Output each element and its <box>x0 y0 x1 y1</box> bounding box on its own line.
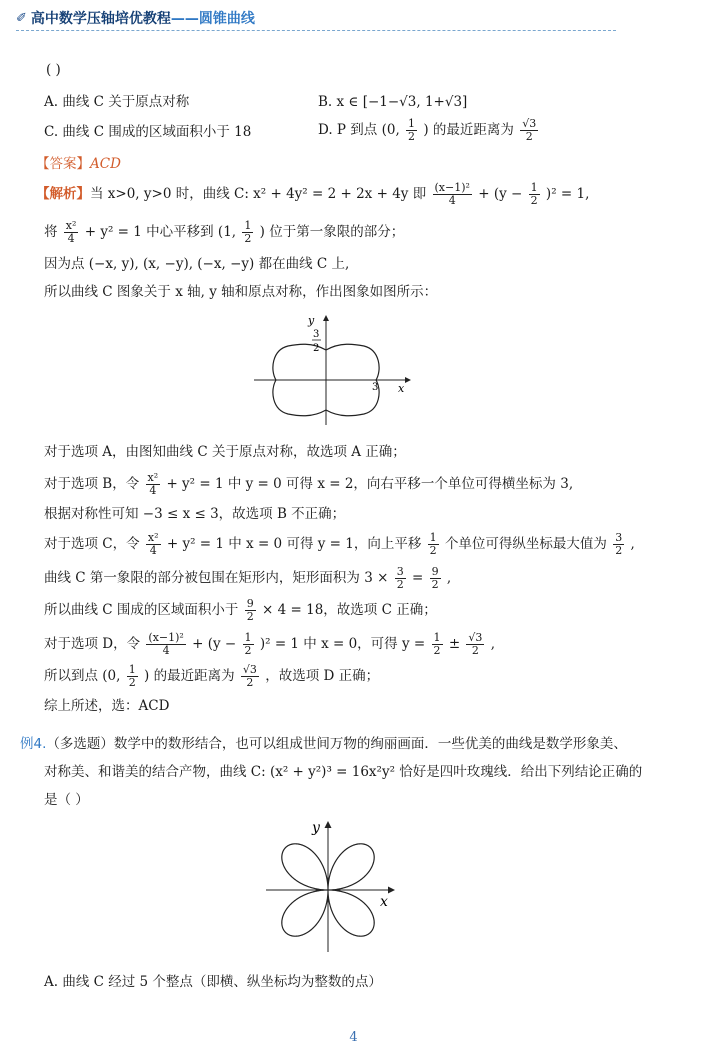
solution-line-10: 所以曲线 C 围成的区域面积小于 $\frac{9}{2}$ × 4 = 18，故选项 C 正确； <box>44 597 437 623</box>
book-pen-icon: ✐ <box>16 10 27 26</box>
solution-line-2: 将 $\frac{\text{x²}}{4}$ + y² = 1 中心平移到 (1, $\frac{1}{2}$ ) 位于第一象限的部分； <box>44 219 405 245</box>
y-label: y <box>312 820 320 836</box>
page-number: 4 <box>349 1030 358 1045</box>
solution-line-8: 对于选项 C，令 $\frac{\text{x²}}{4}$ + y² = 1 中 x = 0 可得 y = 1，向上平移 $\frac{1}{2}$ 个单位可得纵坐标最大值为 $\frac{3}{2}$ , <box>44 531 635 557</box>
solution-line-11: 对于选项 D，令 $\frac{\text{(x−1)²}}{4}$ + (y − $\frac{1}{2}$ )² = 1 中 x = 0，可得 y = $\frac{1}{2}$ ± $\frac{√3}{2}$ , <box>44 631 496 657</box>
option-d: D. P 到点 (0, $\frac{1}{2}$ ) 的最近距离为 $\frac{√3}{2}$ <box>318 117 537 143</box>
solution-line-13: 综上所述，选：ACD <box>44 698 170 714</box>
solution-line-7: 根据对称性可知 −3 ≤ x ≤ 3，故选项 B 不正确； <box>44 506 346 522</box>
option-c: C. 曲线 C 围成的区域面积小于 18 <box>44 124 252 140</box>
y-label: y <box>308 314 315 327</box>
fraction-sqrt3-over-2: $\frac{√3}{2}$ <box>522 117 537 143</box>
option-b: B. x ∈ [−1−√3, 1+√3] <box>318 94 468 110</box>
solution-line-12: 所以到点 (0, $\frac{1}{2}$ ) 的最近距离为 $\frac{√3}{2}$ ，故选项 D 正确； <box>44 663 380 689</box>
question-parens: ( ) <box>46 62 61 78</box>
example4-line-3: 是（ ） <box>44 792 89 808</box>
solution-line-9: 曲线 C 第一象限的部分被包围在矩形内，矩形面积为 3 × $\frac{3}{2}$ = $\frac{9}{2}$ , <box>44 565 452 591</box>
option-a: A. 曲线 C 关于原点对称 <box>44 94 190 110</box>
book-title: 高中数学压轴培优教程 <box>30 11 171 27</box>
solution-line-3: 因为点 (−x, y), (x, −y), (−x, −y) 都在曲线 C 上, <box>44 256 350 272</box>
tick-x: 3 <box>372 382 379 393</box>
x-label: x <box>380 894 388 910</box>
tick-y-num: 3 <box>313 329 320 340</box>
example4-option-a: A. 曲线 C 经过 5 个整点（即横、纵坐标均为整数的点） <box>44 974 382 990</box>
solution-line-6: 对于选项 B，令 $\frac{\text{x²}}{4}$ + y² = 1 中 y = 0 可得 x = 2，向右平移一个单位可得横坐标为 3, <box>44 471 574 497</box>
example4-line-1: 例4.（多选题）数学中的数形结合，也可以组成世间万物的绚丽画面．一些优美的曲线是数学形象美、 <box>20 736 627 752</box>
page-header <box>16 6 616 31</box>
fraction-half: $\frac{1}{2}$ <box>408 117 416 143</box>
figure-symmetric-curve <box>250 310 420 430</box>
example4-line-2: 对称美、和谐美的结合产物，曲线 C: (x² + y²)³ = 16x²y² 恰好是四叶玫瑰线．给出下列结论正确的 <box>44 764 643 780</box>
solution-line-4: 所以曲线 C 图象关于 x 轴, y 轴和原点对称，作出图象如图所示： <box>44 284 438 300</box>
chapter-title: ——圆锥曲线 <box>170 11 255 27</box>
tick-y-den: 2 <box>313 343 320 354</box>
solution-line-1: 【解析】当 x>0, y>0 时，曲线 C: x² + 4y² = 2 + 2x + 4y 即 $\frac{\text{(x−1)²}}{4}$ + (y − $\frac{1}{2}$ )² = 1, <box>36 181 590 207</box>
figure-four-leaf-rose <box>262 816 402 956</box>
x-label: x <box>398 382 405 395</box>
answer-line: 【答案】ACD <box>36 156 121 172</box>
solution-line-5: 对于选项 A，由图知曲线 C 关于原点对称，故选项 A 正确； <box>44 444 406 460</box>
